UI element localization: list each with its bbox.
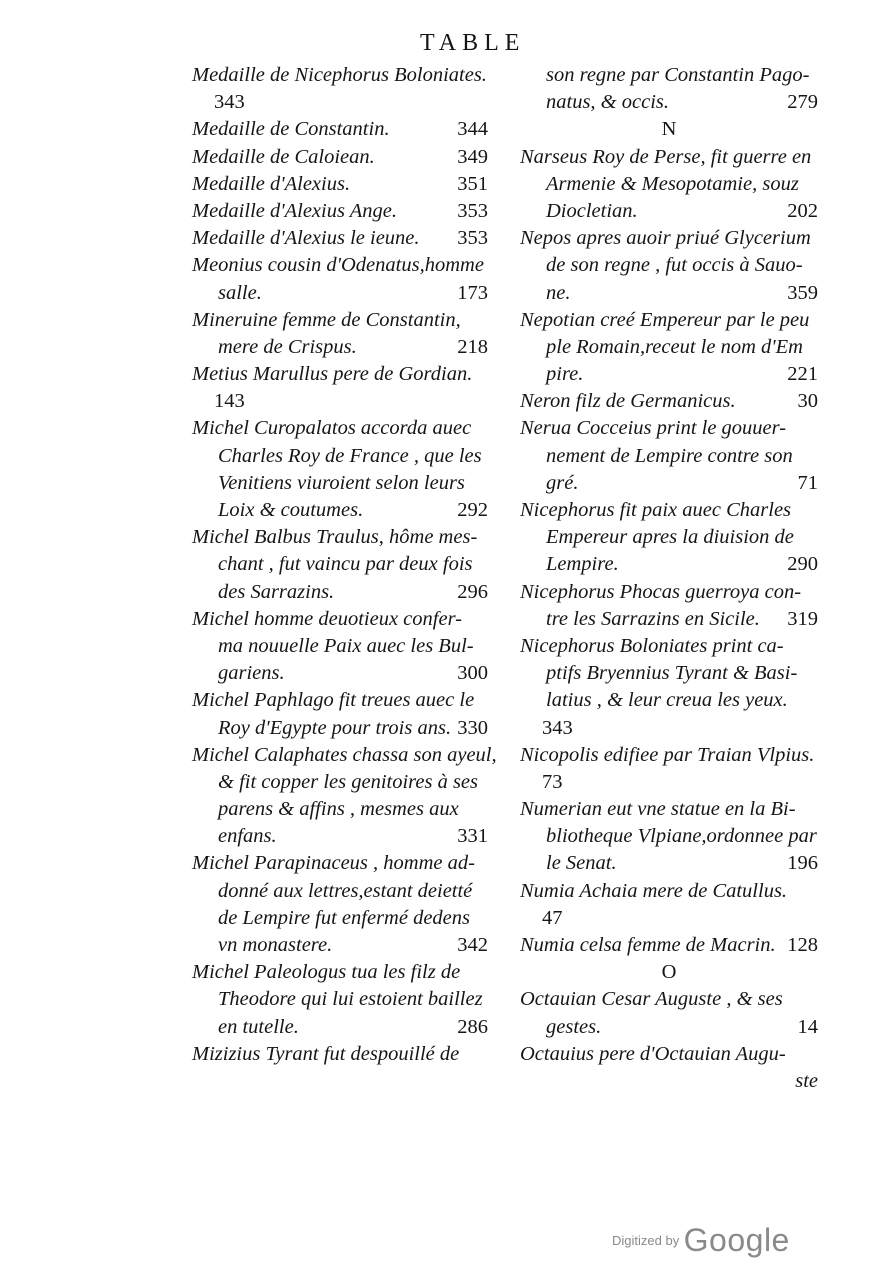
entry-text: Venitiens viuroient selon leurs xyxy=(218,471,465,494)
entry-text: Medaille de Nicephorus Boloniates. xyxy=(192,64,487,86)
index-line xyxy=(520,89,818,116)
entry-text: Metius Marullus pere de Gordian. xyxy=(192,363,473,386)
index-line xyxy=(192,769,488,796)
index-line xyxy=(192,579,488,606)
index-line xyxy=(520,116,818,143)
index-line xyxy=(192,551,488,578)
page-number: 71 xyxy=(797,471,818,494)
index-line xyxy=(520,742,818,769)
entry-text: Michel Balbus Traulus, hôme mes- xyxy=(192,526,478,549)
entry-text: Nerua Cocceius print le gouuer- xyxy=(520,417,787,440)
index-line xyxy=(192,823,488,850)
entry-text: son regne par Constantin Pago- xyxy=(546,64,810,86)
entry-text: le Senat. xyxy=(546,852,617,875)
entry-text: nement de Lempire contre son xyxy=(546,444,793,467)
page-number: 343 xyxy=(542,716,573,739)
page-number: 128 xyxy=(787,934,818,956)
entry-text: ptifs Bryennius Tyrant & Basi- xyxy=(546,662,798,685)
index-line xyxy=(192,986,488,1013)
index-line xyxy=(520,225,818,252)
index-line xyxy=(192,116,488,143)
index-line xyxy=(520,850,818,877)
index-line xyxy=(520,62,818,89)
index-line xyxy=(520,579,818,606)
index-line xyxy=(520,443,818,470)
entry-text: Mizizius Tyrant fut despouillé de xyxy=(192,1042,460,1065)
entry-text: gestes. xyxy=(546,1015,602,1038)
index-line xyxy=(520,769,818,796)
index-line xyxy=(192,307,488,334)
page-number: 218 xyxy=(457,335,488,358)
index-line xyxy=(520,171,818,198)
entry-text: ple Romain,receut le nom d'Em xyxy=(546,335,803,358)
index-line xyxy=(520,823,818,850)
index-line xyxy=(192,198,488,225)
entry-text: Armenie & Mesopotamie, souz xyxy=(546,172,799,195)
entry-text: & fit copper les genitoires à ses xyxy=(218,770,479,793)
index-line xyxy=(520,361,818,388)
index-line xyxy=(520,470,818,497)
page-number: 349 xyxy=(457,145,488,168)
entry-text: tre les Sarrazins en Sicile. xyxy=(546,607,760,630)
index-line xyxy=(192,905,488,932)
entry-text: Medaille d'Alexius Ange. xyxy=(192,199,397,222)
entry-text: Narseus Roy de Perse, fit guerre en xyxy=(520,145,812,168)
digitized-by-label: Digitized by xyxy=(612,1233,680,1248)
entry-text: Nepotian creé Empereur par le peu xyxy=(520,308,810,331)
page-number: 300 xyxy=(457,662,488,685)
entry-text: mere de Crispus. xyxy=(218,335,357,358)
entry-text: Nepos apres auoir priué Glycerium xyxy=(520,227,811,250)
page-number: 344 xyxy=(457,118,488,141)
entry-text: Michel Calaphates chassa son ayeul, xyxy=(192,743,497,766)
entry-text: ste xyxy=(795,1069,818,1092)
index-column-right xyxy=(520,62,818,1095)
entry-text: vn monastere. xyxy=(218,934,333,956)
index-line xyxy=(520,252,818,279)
index-line xyxy=(520,986,818,1013)
index-line xyxy=(520,633,818,660)
index-line xyxy=(520,198,818,225)
index-line xyxy=(520,307,818,334)
page-header: TABLE xyxy=(420,30,526,56)
entry-text: Nicopolis edifiee par Traian Vlpius. xyxy=(520,743,815,766)
page-number: 30 xyxy=(797,390,818,413)
page-number: 353 xyxy=(457,227,488,250)
index-line xyxy=(192,796,488,823)
index-line xyxy=(192,1041,488,1068)
entry-text: Diocletian. xyxy=(546,199,638,222)
index-line xyxy=(192,878,488,905)
page-number: 173 xyxy=(457,281,488,304)
entry-text: en tutelle. xyxy=(218,1015,299,1038)
index-line xyxy=(192,443,488,470)
page-number: 353 xyxy=(457,199,488,222)
page-number: 196 xyxy=(787,852,818,875)
section-letter: O xyxy=(661,961,677,984)
google-logo: Google xyxy=(683,1222,790,1258)
page-number: 343 xyxy=(214,91,245,114)
entry-text: Charles Roy de France , que les xyxy=(218,444,482,467)
index-line xyxy=(192,633,488,660)
page-number: 292 xyxy=(457,499,488,521)
index-line xyxy=(520,606,818,633)
index-line xyxy=(192,252,488,279)
page-number: 296 xyxy=(457,580,488,603)
index-line xyxy=(192,62,488,89)
entry-text: Octauius pere d'Octauian Augu- xyxy=(520,1042,786,1065)
page-number: 331 xyxy=(457,825,488,848)
index-line xyxy=(520,1014,818,1041)
index-line xyxy=(192,742,497,769)
page-number: 47 xyxy=(542,906,563,929)
entry-text: Michel Paleologus tua les filz de xyxy=(192,961,461,984)
entry-text: pire. xyxy=(546,363,584,386)
page-number: 14 xyxy=(797,1015,818,1038)
entry-text: Mineruine femme de Constantin, xyxy=(192,308,461,331)
index-line xyxy=(520,524,818,551)
entry-text: des Sarrazins. xyxy=(218,580,335,603)
entry-text: Roy d'Egypte pour trois ans. xyxy=(218,716,452,739)
entry-text: Nicephorus Phocas guerroya con- xyxy=(520,580,802,603)
index-line xyxy=(520,551,818,578)
index-line xyxy=(520,415,818,442)
index-line xyxy=(192,850,488,877)
index-line xyxy=(192,660,488,687)
entry-text: Numia celsa femme de Macrin. xyxy=(520,934,776,956)
entry-text: Loix & coutumes. xyxy=(218,499,364,521)
index-line xyxy=(520,280,818,307)
entry-text: Lempire. xyxy=(546,553,619,576)
entry-text: Meonius cousin d'Odenatus,homme xyxy=(192,254,484,277)
index-line xyxy=(192,715,488,742)
index-line xyxy=(520,388,818,415)
index-line xyxy=(192,606,488,633)
entry-text: Medaille d'Alexius. xyxy=(192,172,351,195)
entry-text: enfans. xyxy=(218,825,277,848)
entry-text: Empereur apres la diuision de xyxy=(546,526,794,549)
index-line xyxy=(520,1041,818,1068)
entry-text: salle. xyxy=(218,281,262,304)
entry-text: bliotheque Vlpiane,ordonnee par xyxy=(546,825,817,848)
index-line xyxy=(192,497,488,524)
page-number: 143 xyxy=(214,390,245,413)
entry-text: Nicephorus fit paix auec Charles xyxy=(520,499,792,521)
page-number: 359 xyxy=(787,281,818,304)
index-line xyxy=(192,171,488,198)
page-number: 221 xyxy=(787,363,818,386)
index-line xyxy=(520,1068,818,1095)
section-letter: N xyxy=(661,118,677,141)
index-line xyxy=(520,334,818,361)
entry-text: chant , fut vaincu par deux fois xyxy=(218,553,473,576)
index-line xyxy=(520,687,818,714)
page-number: 202 xyxy=(787,199,818,222)
index-line xyxy=(192,932,488,959)
index-line xyxy=(520,144,818,171)
index-line xyxy=(192,334,488,361)
index-line xyxy=(192,415,488,442)
index-line xyxy=(520,932,818,959)
index-line xyxy=(520,796,818,823)
entry-text: de Lempire fut enfermé dedens xyxy=(218,906,471,929)
entry-text: Medaille de Caloiean. xyxy=(192,145,375,168)
page-number: 319 xyxy=(787,607,818,630)
entry-text: Numia Achaia mere de Catullus. xyxy=(520,879,788,902)
entry-text: Neron filz de Germanicus. xyxy=(520,390,736,413)
page-number: 290 xyxy=(787,553,818,576)
digitized-footer xyxy=(612,1222,790,1259)
index-line xyxy=(192,1014,488,1041)
index-column-left xyxy=(192,62,497,1068)
entry-text: gariens. xyxy=(218,662,285,685)
index-line xyxy=(192,470,488,497)
entry-text: Michel homme deuotieux confer- xyxy=(192,607,462,630)
index-line xyxy=(192,959,488,986)
index-line xyxy=(192,144,488,171)
entry-text: Medaille de Constantin. xyxy=(192,118,390,141)
index-line xyxy=(520,715,818,742)
index-line xyxy=(192,524,488,551)
index-line xyxy=(192,225,488,252)
entry-text: Theodore qui lui estoient baillez xyxy=(218,988,483,1011)
entry-text: parens & affins , mesmes aux xyxy=(218,798,459,821)
index-line xyxy=(192,280,488,307)
page-number: 330 xyxy=(457,716,488,739)
page-number: 279 xyxy=(787,91,818,114)
index-line xyxy=(520,959,818,986)
entry-text: natus, & occis. xyxy=(546,91,669,114)
index-line xyxy=(520,660,818,687)
page-number: 342 xyxy=(457,934,488,956)
index-line xyxy=(520,905,818,932)
entry-text: gré. xyxy=(546,471,579,494)
entry-text: Michel Curopalatos accorda auec xyxy=(192,417,472,440)
entry-text: ne. xyxy=(546,281,571,304)
index-line xyxy=(520,878,818,905)
entry-text: Michel Paphlago fit treues auec le xyxy=(192,689,475,712)
index-line xyxy=(192,388,488,415)
page-number: 286 xyxy=(457,1015,488,1038)
entry-text: Numerian eut vne statue en la Bi- xyxy=(520,798,796,821)
index-line xyxy=(192,89,488,116)
entry-text: Medaille d'Alexius le ieune. xyxy=(192,227,420,250)
entry-text: donné aux lettres,estant deietté xyxy=(218,879,473,902)
page-number: 351 xyxy=(457,172,488,195)
entry-text: latius , & leur creua les yeux. xyxy=(546,689,788,712)
entry-text: ma nouuelle Paix auec les Bul- xyxy=(218,634,474,657)
entry-text: Octauian Cesar Auguste , & ses xyxy=(520,988,783,1011)
index-line xyxy=(520,497,818,524)
index-line xyxy=(192,361,488,388)
entry-text: Nicephorus Boloniates print ca- xyxy=(520,634,784,657)
entry-text: de son regne , fut occis à Sauo- xyxy=(546,254,803,277)
entry-text: Michel Parapinaceus , homme ad- xyxy=(192,852,475,875)
index-line xyxy=(192,687,488,714)
page-number: 73 xyxy=(542,770,563,793)
